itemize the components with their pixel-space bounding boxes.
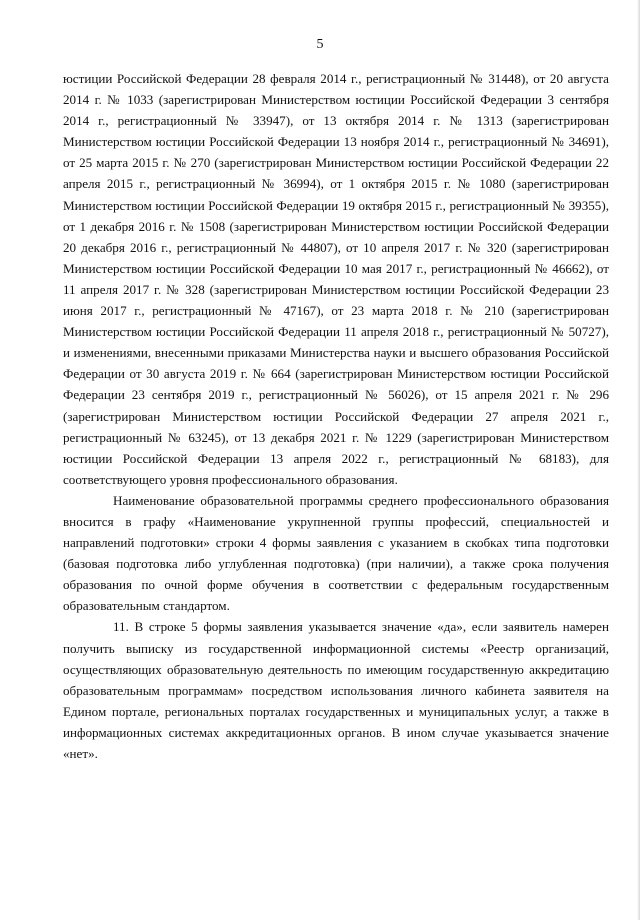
paragraph-continued-orders-list: юстиции Российской Федерации 28 февраля 2014 г., регистрационный № 31448), от 20 августа 2014 г. № 1033 (зарегистрирован Министерством юстиции Российской Федерации 3 сентября 2014 г., регистрационный № 33947), от 13 октября 2014 г. № 1313 (зарегистрирован Министерством юстиции Российской Федерации 13 ноября 2014 г., регистрационный № 34691), от 25 марта 2015 г. № 270 (зарегистрирован Министерством юстиции Российской Федерации 22 апреля 2015 г., регистрационный № 36994), от 1 октября 2015 г. № 1080 (зарегистрирован Министерством юстиции Российской Федерации 19 октября 2015 г., регистрационный № 39355), от 1 декабря 2016 г. № 1508 (зарегистрирован Министерством юстиции Российской Федерации 20 декабря 2016 г., регистрационный № 44807), от 10 апреля 2017 г. № 320 (зарегистрирован Министерством юстиции Российской Федерации 10 мая 2017 г., регистрационный № 46662), от 11 апреля 2017 г. № 328 (зарегистрирован Министерством юстиции Российской Федерации 23 июня 2017 г., регистрационный № 47167), от 23 марта 2018 г. № 210 (зарегистрирован Министерством юстиции Российской Федерации 11 апреля 2018 г., регистрационный № 50727), и изменениями, внесенными приказами Министерства науки и высшего образования Российской Федерации от 30 августа 2019 г. № 664 (зарегистрирован Министерством юстиции Российской Федерации 23 сентября 2019 г., регистрационный № 56026), от 15 апреля 2021 г. № 296 (зарегистрирован Министерством юстиции Российской Федерации 27 апреля 2021 г., регистрационный № 63245), от 13 декабря 2021 г. № 1229 (зарегистрирован Министерством юстиции Российской Федерации 13 апреля 2022 г., регистрационный № 68183), для соответствующего уровня профессионального образования. — [63, 71, 609, 487]
paragraph-program-name: Наименование образовательной программы среднего профессионального образования вносится в графу «Наименование укрупненной группы профессий, специальностей и направлений подготовки» строки 4 формы заявления с указанием в скобках типа подготовки (базовая подготовка либо углубленная подготовка) (при наличии), а также срока получения образования по очной форме обучения в соответствии с федеральным государственным образовательным стандартом. — [63, 492, 609, 614]
document-body — [63, 68, 609, 764]
paragraph-item-11: 11. В строке 5 формы заявления указывается значение «да», если заявитель намерен получить выписку из государственной информационной системы «Реестр организаций, осуществляющих образовательную деятельность по имеющим государственную аккредитацию образовательным программам» посредством использования личного кабинета заявителя на Едином портале, региональных порталах государственных и муниципальных услуг, а также в информационных системах аккредитационных органов. В ином случае указывается значение «нет». — [63, 619, 609, 761]
page-number: 5 — [316, 37, 324, 52]
